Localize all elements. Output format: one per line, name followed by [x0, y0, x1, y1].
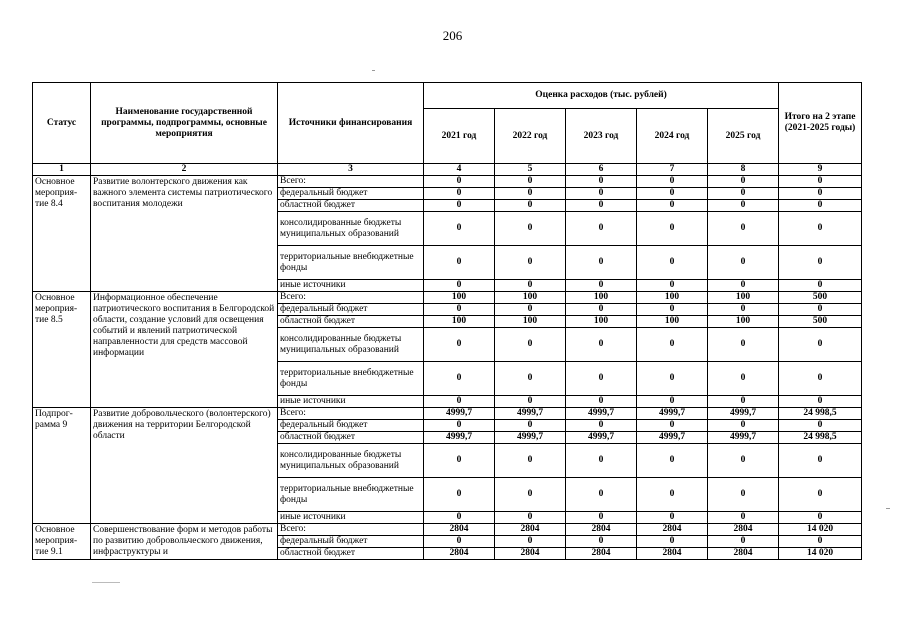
year-value-cell: 0	[708, 176, 779, 188]
year-value-cell: 0	[424, 304, 495, 316]
total-value-cell: 500	[779, 316, 862, 328]
total-value-cell: 0	[779, 512, 862, 524]
year-value-cell: 0	[637, 536, 708, 548]
year-value-cell: 100	[708, 316, 779, 328]
column-number: 9	[779, 164, 862, 176]
year-value-cell: 0	[637, 328, 708, 362]
year-value-cell: 0	[566, 280, 637, 292]
year-value-cell: 0	[424, 536, 495, 548]
year-value-cell: 0	[566, 188, 637, 200]
year-value-cell: 0	[566, 212, 637, 246]
year-value-cell: 0	[637, 362, 708, 396]
program-name-cell: Информационное обеспечение патриотического воспитания в Белгородской области, создание условий для освещения событий и явлений патриотической направленности для средств массовой информации	[91, 292, 278, 408]
year-value-cell: 0	[495, 444, 566, 478]
column-number: 2	[91, 164, 278, 176]
header-estimate: Оценка расходов (тыс. рублей)	[424, 83, 779, 109]
column-number: 5	[495, 164, 566, 176]
year-value-cell: 0	[566, 176, 637, 188]
funding-source-cell: консолидированные бюджеты муниципальных образований	[278, 212, 424, 246]
column-number: 4	[424, 164, 495, 176]
total-value-cell: 0	[779, 420, 862, 432]
year-value-cell: 4999,7	[424, 408, 495, 420]
year-value-cell: 0	[637, 200, 708, 212]
total-value-cell: 0	[779, 212, 862, 246]
table-row	[33, 176, 862, 188]
year-value-cell: 2804	[495, 524, 566, 536]
year-value-cell: 0	[495, 362, 566, 396]
year-value-cell: 100	[637, 316, 708, 328]
year-value-cell: 4999,7	[495, 432, 566, 444]
year-value-cell: 0	[566, 536, 637, 548]
year-value-cell: 0	[495, 328, 566, 362]
total-value-cell: 0	[779, 362, 862, 396]
funding-source-cell: федеральный бюджет	[278, 188, 424, 200]
year-value-cell: 0	[708, 246, 779, 280]
year-value-cell: 0	[708, 444, 779, 478]
year-value-cell: 0	[566, 420, 637, 432]
year-value-cell: 2804	[495, 548, 566, 560]
year-value-cell: 0	[708, 362, 779, 396]
table-row	[33, 292, 862, 304]
year-value-cell: 0	[424, 280, 495, 292]
funding-source-cell: областной бюджет	[278, 548, 424, 560]
year-value-cell: 0	[708, 396, 779, 408]
year-value-cell: 2804	[424, 548, 495, 560]
year-value-cell: 0	[637, 304, 708, 316]
total-value-cell: 0	[779, 478, 862, 512]
year-value-cell: 0	[424, 200, 495, 212]
year-value-cell: 0	[637, 280, 708, 292]
total-value-cell: 0	[779, 200, 862, 212]
funding-source-cell: федеральный бюджет	[278, 420, 424, 432]
year-value-cell: 0	[495, 478, 566, 512]
total-value-cell: 0	[779, 304, 862, 316]
year-value-cell: 4999,7	[708, 432, 779, 444]
year-value-cell: 100	[424, 292, 495, 304]
year-value-cell: 0	[424, 362, 495, 396]
year-value-cell: 0	[708, 512, 779, 524]
year-value-cell: 0	[424, 188, 495, 200]
year-value-cell: 0	[637, 478, 708, 512]
year-value-cell: 2804	[708, 524, 779, 536]
year-value-cell: 100	[566, 292, 637, 304]
year-value-cell: 4999,7	[566, 408, 637, 420]
year-value-cell: 0	[495, 420, 566, 432]
year-value-cell: 4999,7	[566, 432, 637, 444]
year-value-cell: 0	[708, 280, 779, 292]
year-value-cell: 0	[637, 512, 708, 524]
status-cell: Основное мероприя-тие 8.5	[33, 292, 91, 408]
header-total: Итого на 2 этапе (2021-2025 годы)	[779, 83, 862, 164]
funding-source-cell: иные источники	[278, 396, 424, 408]
status-cell: Основное мероприя-тие 8.4	[33, 176, 91, 292]
total-value-cell: 500	[779, 292, 862, 304]
year-value-cell: 0	[495, 176, 566, 188]
funding-source-cell: консолидированные бюджеты муниципальных образований	[278, 444, 424, 478]
funding-source-cell: территориальные внебюджетные фонды	[278, 478, 424, 512]
total-value-cell: 24 998,5	[779, 408, 862, 420]
total-value-cell: 0	[779, 188, 862, 200]
funding-source-cell: территориальные внебюджетные фонды	[278, 246, 424, 280]
funding-source-cell: иные источники	[278, 280, 424, 292]
funding-source-cell: Всего:	[278, 176, 424, 188]
funding-source-cell: областной бюджет	[278, 432, 424, 444]
year-value-cell: 0	[495, 512, 566, 524]
header-sources: Источники финансирования	[278, 83, 424, 164]
year-value-cell: 0	[708, 420, 779, 432]
year-value-cell: 0	[424, 396, 495, 408]
year-value-cell: 0	[495, 536, 566, 548]
funding-source-cell: областной бюджет	[278, 200, 424, 212]
total-value-cell: 0	[779, 444, 862, 478]
header-year: 2022 год	[495, 109, 566, 164]
column-numbers-row	[33, 164, 862, 176]
year-value-cell: 0	[424, 478, 495, 512]
program-name-cell: Развитие волонтерского движения как важного элемента системы патриотического воспитания молодежи	[91, 176, 278, 292]
header-year: 2025 год	[708, 109, 779, 164]
year-value-cell: 0	[566, 396, 637, 408]
funding-source-cell: Всего:	[278, 408, 424, 420]
year-value-cell: 4999,7	[495, 408, 566, 420]
year-value-cell: 2804	[637, 524, 708, 536]
program-name-cell: Развитие добровольческого (волонтерского) движения на территории Белгородской области	[91, 408, 278, 524]
column-number: 3	[278, 164, 424, 176]
page-number: 206	[442, 28, 463, 43]
scan-artifact-bottom	[92, 582, 120, 583]
year-value-cell: 0	[424, 512, 495, 524]
year-value-cell: 0	[637, 212, 708, 246]
year-value-cell: 0	[566, 362, 637, 396]
year-value-cell: 0	[424, 328, 495, 362]
year-value-cell: 0	[637, 176, 708, 188]
funding-source-cell: областной бюджет	[278, 316, 424, 328]
year-value-cell: 2804	[566, 548, 637, 560]
total-value-cell: 0	[779, 396, 862, 408]
year-value-cell: 0	[708, 212, 779, 246]
year-value-cell: 4999,7	[637, 408, 708, 420]
header-name: Наименование государственной программы, подпрограммы, основные мероприятия	[91, 83, 278, 164]
year-value-cell: 4999,7	[637, 432, 708, 444]
year-value-cell: 0	[495, 396, 566, 408]
total-value-cell: 24 998,5	[779, 432, 862, 444]
year-value-cell: 0	[708, 536, 779, 548]
year-value-cell: 0	[495, 280, 566, 292]
year-value-cell: 0	[566, 246, 637, 280]
year-value-cell: 0	[708, 200, 779, 212]
year-value-cell: 0	[637, 188, 708, 200]
funding-source-cell: федеральный бюджет	[278, 304, 424, 316]
year-value-cell: 2804	[637, 548, 708, 560]
year-value-cell: 100	[424, 316, 495, 328]
total-value-cell: 0	[779, 246, 862, 280]
total-value-cell: 14 020	[779, 524, 862, 536]
year-value-cell: 2804	[708, 548, 779, 560]
year-value-cell: 0	[424, 212, 495, 246]
status-cell: Подпрог-рамма 9	[33, 408, 91, 524]
year-value-cell: 0	[424, 444, 495, 478]
year-value-cell: 100	[495, 292, 566, 304]
year-value-cell: 100	[708, 292, 779, 304]
funding-source-cell: территориальные внебюджетные фонды	[278, 362, 424, 396]
year-value-cell: 0	[637, 420, 708, 432]
funding-source-cell: иные источники	[278, 512, 424, 524]
year-value-cell: 0	[495, 304, 566, 316]
total-value-cell: 0	[779, 536, 862, 548]
total-value-cell: 0	[779, 280, 862, 292]
year-value-cell: 0	[495, 200, 566, 212]
year-value-cell: 2804	[566, 524, 637, 536]
scan-artifact-right	[886, 508, 890, 509]
header-year: 2023 год	[566, 109, 637, 164]
year-value-cell: 0	[708, 478, 779, 512]
column-number: 1	[33, 164, 91, 176]
program-name-cell: Совершенствование форм и методов работы по развитию добровольческого движения, инфраструктуры и	[91, 524, 278, 560]
year-value-cell: 0	[424, 420, 495, 432]
year-value-cell: 0	[708, 328, 779, 362]
column-number: 8	[708, 164, 779, 176]
table-row	[33, 524, 862, 536]
year-value-cell: 0	[566, 478, 637, 512]
scan-artifact-top	[372, 70, 375, 71]
expenditure-table	[32, 82, 862, 560]
year-value-cell: 0	[637, 246, 708, 280]
year-value-cell: 4999,7	[424, 432, 495, 444]
total-value-cell: 0	[779, 328, 862, 362]
year-value-cell: 2804	[424, 524, 495, 536]
year-value-cell: 0	[424, 246, 495, 280]
year-value-cell: 0	[708, 304, 779, 316]
year-value-cell: 0	[566, 304, 637, 316]
year-value-cell: 0	[708, 188, 779, 200]
year-value-cell: 0	[566, 200, 637, 212]
year-value-cell: 0	[566, 512, 637, 524]
funding-source-cell: Всего:	[278, 292, 424, 304]
year-value-cell: 0	[637, 444, 708, 478]
funding-source-cell: консолидированные бюджеты муниципальных образований	[278, 328, 424, 362]
year-value-cell: 4999,7	[708, 408, 779, 420]
year-value-cell: 0	[424, 176, 495, 188]
year-value-cell: 0	[637, 396, 708, 408]
column-number: 6	[566, 164, 637, 176]
year-value-cell: 0	[566, 328, 637, 362]
table-row	[33, 408, 862, 420]
year-value-cell: 0	[495, 246, 566, 280]
funding-source-cell: федеральный бюджет	[278, 536, 424, 548]
header-year: 2021 год	[424, 109, 495, 164]
total-value-cell: 14 020	[779, 548, 862, 560]
total-value-cell: 0	[779, 176, 862, 188]
funding-source-cell: Всего:	[278, 524, 424, 536]
year-value-cell: 100	[637, 292, 708, 304]
year-value-cell: 0	[566, 444, 637, 478]
column-number: 7	[637, 164, 708, 176]
table-body	[33, 164, 862, 560]
year-value-cell: 0	[495, 188, 566, 200]
header-year: 2024 год	[637, 109, 708, 164]
header-status: Статус	[33, 83, 91, 164]
status-cell: Основное мероприя-тие 9.1	[33, 524, 91, 560]
year-value-cell: 0	[495, 212, 566, 246]
year-value-cell: 100	[566, 316, 637, 328]
year-value-cell: 100	[495, 316, 566, 328]
